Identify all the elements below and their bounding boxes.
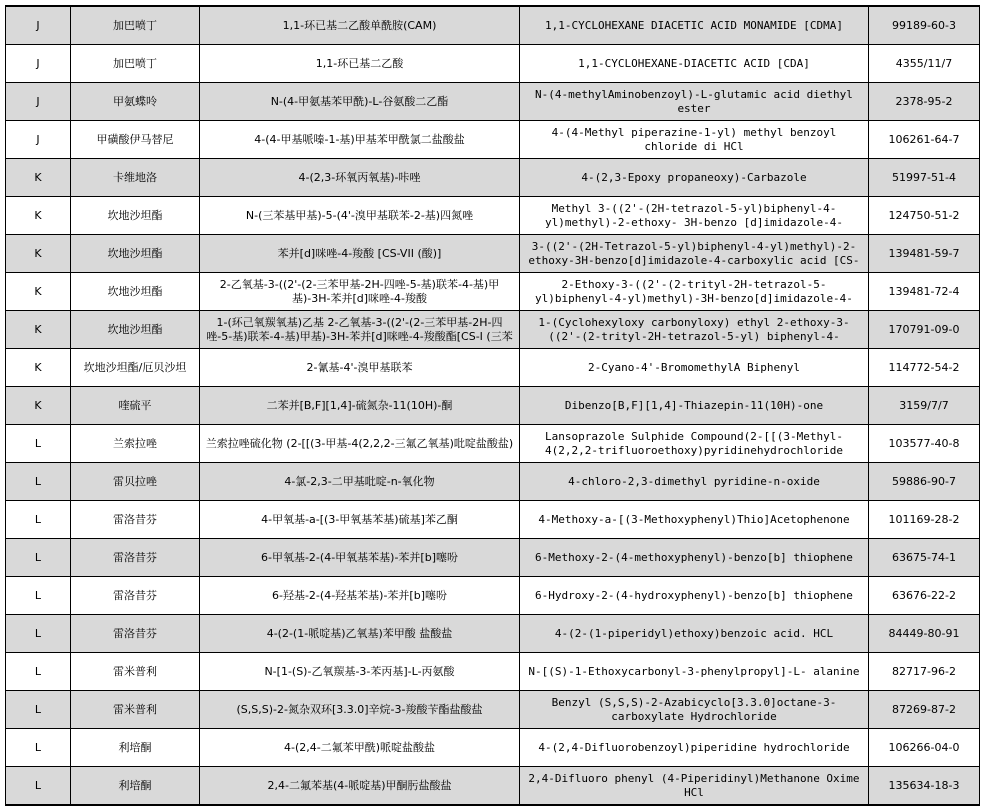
drug-name-cell xyxy=(71,615,200,653)
drug-name-text: 雷洛昔芬 xyxy=(113,512,157,526)
chinese-name-text: 6-羟基-2-(4-羟基苯基)-苯并[b]噻吩 xyxy=(272,588,447,602)
chinese-name-cell xyxy=(200,425,520,463)
chinese-name-text: 1,1-环已基二乙酸单酰胺(CAM) xyxy=(282,18,437,32)
drug-name-cell xyxy=(71,501,200,539)
index-letter-cell xyxy=(6,45,71,83)
drug-name-text: 坎地沙坦酯 xyxy=(107,246,163,260)
cas-number-cell xyxy=(869,691,980,729)
chinese-name-text: 1,1-环已基二乙酸 xyxy=(315,56,404,70)
table-row xyxy=(6,121,980,159)
index-letter-cell xyxy=(6,311,71,349)
index-letter-cell xyxy=(6,539,71,577)
cas-number-cell xyxy=(869,311,980,349)
drug-name-text: 雷洛昔芬 xyxy=(113,588,157,602)
english-name-cell xyxy=(520,387,869,425)
english-name-cell xyxy=(520,83,869,121)
chinese-name-text: 4-(4-甲基哌嗪-1-基)甲基苯甲酰氯二盐酸盐 xyxy=(254,132,465,146)
index-letter-cell xyxy=(6,463,71,501)
english-name-text: 1,1-CYCLOHEXANE-DIACETIC ACID [CDA] xyxy=(578,56,810,70)
chinese-name-cell xyxy=(200,539,520,577)
index-letter-text: L xyxy=(34,664,42,678)
drug-name-cell xyxy=(71,463,200,501)
cas-number-text: 84449-80-91 xyxy=(888,626,960,640)
index-letter-text: L xyxy=(34,740,42,754)
english-name-text: 4-(2,4-Difluorobenzoyl)piperidine hydrochloride xyxy=(538,740,850,754)
cas-number-cell xyxy=(869,729,980,767)
english-name-cell xyxy=(520,45,869,83)
chinese-name-cell xyxy=(200,349,520,387)
table-row xyxy=(6,273,980,311)
english-name-cell xyxy=(520,425,869,463)
cas-number-text: 4355/11/7 xyxy=(895,56,953,70)
chinese-name-text: 2,4-二氟苯基(4-哌啶基)甲酮肟盐酸盐 xyxy=(267,778,452,792)
table-row xyxy=(6,577,980,615)
drug-name-cell xyxy=(71,159,200,197)
chinese-name-text: 6-甲氧基-2-(4-甲氧基苯基)-苯并[b]噻吩 xyxy=(261,550,458,564)
table-row xyxy=(6,6,980,45)
cas-number-cell xyxy=(869,387,980,425)
table-row xyxy=(6,83,980,121)
drug-name-text: 雷贝拉唑 xyxy=(113,474,157,488)
index-letter-text: K xyxy=(34,322,42,336)
english-name-text: 4-(2,3-Epoxy propaneoxy)-Carbazole xyxy=(581,170,807,184)
table-row xyxy=(6,349,980,387)
drug-name-text: 甲磺酸伊马替尼 xyxy=(96,132,174,146)
drug-name-cell xyxy=(71,6,200,45)
cas-number-cell xyxy=(869,501,980,539)
chinese-name-text: 兰索拉唑硫化物 (2-[[(3-甲基-4(2,2,2-三氟乙氧基)吡啶盐酸盐) xyxy=(205,436,514,450)
drug-name-cell xyxy=(71,83,200,121)
chinese-name-cell xyxy=(200,463,520,501)
drug-name-text: 利培酮 xyxy=(118,778,152,792)
cas-number-cell xyxy=(869,577,980,615)
chinese-name-cell xyxy=(200,767,520,806)
index-letter-cell xyxy=(6,349,71,387)
drug-name-cell xyxy=(71,653,200,691)
drug-name-text: 坎地沙坦酯 xyxy=(107,284,163,298)
table-row xyxy=(6,197,980,235)
chinese-name-text: 2-乙氧基-3-((2'-(2-三苯甲基-2H-四唑-5-基)联苯-4-基)甲基)-3H-苯并[d]咪唑-4-羧酸 xyxy=(219,277,500,305)
drug-name-cell xyxy=(71,121,200,159)
english-name-cell xyxy=(520,501,869,539)
cas-number-text: 124750-51-2 xyxy=(888,208,960,222)
chinese-name-text: 4-氯-2,3-二甲基吡啶-n-氧化物 xyxy=(284,474,435,488)
chinese-name-cell xyxy=(200,729,520,767)
english-name-text: N-(4-methylAminobenzoyl)-L-glutamic acid diethyl ester xyxy=(535,87,853,115)
english-name-text: Dibenzo[B,F][1,4]-Thiazepin-11(10H)-one xyxy=(564,398,824,412)
index-letter-cell xyxy=(6,653,71,691)
drug-name-cell xyxy=(71,45,200,83)
index-letter-cell xyxy=(6,83,71,121)
index-letter-cell xyxy=(6,121,71,159)
drug-name-cell xyxy=(71,387,200,425)
english-name-text: 4-(4-Methyl piperazine-1-yl) methyl benzoyl chloride di HCl xyxy=(551,125,837,153)
table-row xyxy=(6,501,980,539)
cas-number-cell xyxy=(869,463,980,501)
cas-number-text: 170791-09-0 xyxy=(888,322,960,336)
cas-number-text: 139481-59-7 xyxy=(888,246,960,260)
english-name-text: Lansoprazole Sulphide Compound(2-[[(3-Methyl-4(2,2,2-trifluoroethoxy)pyridinehydrochloride xyxy=(544,429,843,457)
cas-number-text: 135634-18-3 xyxy=(888,778,960,792)
drug-name-text: 加巴喷丁 xyxy=(113,18,157,32)
english-name-text: 3-((2'-(2H-Tetrazol-5-yl)biphenyl-4-yl)methyl)-2-ethoxy-3H-benzo[d]imidazole-4-carboxylic acid [CS- xyxy=(528,239,860,267)
chinese-name-cell xyxy=(200,501,520,539)
chinese-name-text: 二苯并[B,F][1,4]-硫氮杂-11(10H)-酮 xyxy=(266,398,453,412)
drug-name-cell xyxy=(71,691,200,729)
cas-number-cell xyxy=(869,767,980,806)
drug-name-cell xyxy=(71,235,200,273)
english-name-text: 1,1-CYCLOHEXANE DIACETIC ACID MONAMIDE [CDMA] xyxy=(544,18,843,32)
table-row xyxy=(6,45,980,83)
drug-name-text: 兰索拉唑 xyxy=(113,436,157,450)
english-name-cell xyxy=(520,121,869,159)
english-name-text: 4-Methoxy-a-[(3-Methoxyphenyl)Thio]Acetophenone xyxy=(538,512,850,526)
english-name-text: Methyl 3-((2'-(2H-tetrazol-5-yl)biphenyl-4-yl)methyl)-2-ethoxy- 3H-benzo [d]imidazole-4- xyxy=(544,201,843,229)
english-name-cell xyxy=(520,235,869,273)
index-letter-text: K xyxy=(34,398,42,412)
index-letter-cell xyxy=(6,159,71,197)
cas-number-cell xyxy=(869,539,980,577)
english-name-cell xyxy=(520,691,869,729)
table-row xyxy=(6,311,980,349)
drug-name-text: 甲氨蝶呤 xyxy=(113,94,157,108)
index-letter-text: J xyxy=(36,18,40,32)
drug-name-cell xyxy=(71,349,200,387)
cas-number-text: 139481-72-4 xyxy=(888,284,960,298)
english-name-cell xyxy=(520,729,869,767)
drug-name-cell xyxy=(71,425,200,463)
chemical-table xyxy=(5,5,980,806)
cas-number-text: 101169-28-2 xyxy=(888,512,960,526)
chinese-name-cell xyxy=(200,615,520,653)
index-letter-text: K xyxy=(34,246,42,260)
english-name-cell xyxy=(520,615,869,653)
chinese-name-cell xyxy=(200,577,520,615)
cas-number-cell xyxy=(869,273,980,311)
chinese-name-cell xyxy=(200,121,520,159)
table-row xyxy=(6,387,980,425)
english-name-text: 6-Hydroxy-2-(4-hydroxyphenyl)-benzo[b] thiophene xyxy=(535,588,853,602)
table-row xyxy=(6,615,980,653)
english-name-cell xyxy=(520,463,869,501)
table-row xyxy=(6,767,980,806)
drug-name-cell xyxy=(71,197,200,235)
english-name-text: 6-Methoxy-2-(4-methoxyphenyl)-benzo[b] thiophene xyxy=(535,550,853,564)
index-letter-text: L xyxy=(34,512,42,526)
cas-number-text: 59886-90-7 xyxy=(892,474,956,488)
drug-name-cell xyxy=(71,311,200,349)
index-letter-text: K xyxy=(34,208,42,222)
chinese-name-cell xyxy=(200,83,520,121)
chinese-name-cell xyxy=(200,273,520,311)
cas-number-cell xyxy=(869,45,980,83)
cas-number-text: 2378-95-2 xyxy=(895,94,953,108)
cas-number-cell xyxy=(869,615,980,653)
chinese-name-cell xyxy=(200,159,520,197)
english-name-cell xyxy=(520,6,869,45)
index-letter-text: L xyxy=(34,778,42,792)
english-name-text: 1-(Cyclohexyloxy carbonyloxy) ethyl 2-ethoxy-3-((2'-(2-trityl-2H-tetrazol-5-yl) biphenyl-4- xyxy=(538,315,850,343)
english-name-cell xyxy=(520,159,869,197)
english-name-text: 4-(2-(1-piperidyl)ethoxy)benzoic acid. HCL xyxy=(554,626,834,640)
chinese-name-text: 2-氰基-4'-溴甲基联苯 xyxy=(306,360,413,374)
drug-name-cell xyxy=(71,767,200,806)
english-name-cell xyxy=(520,197,869,235)
drug-name-text: 雷米普利 xyxy=(113,702,157,716)
english-name-cell xyxy=(520,273,869,311)
cas-number-cell xyxy=(869,197,980,235)
table-row xyxy=(6,653,980,691)
index-letter-cell xyxy=(6,615,71,653)
index-letter-text: K xyxy=(34,284,42,298)
cas-number-text: 114772-54-2 xyxy=(888,360,960,374)
chinese-name-cell xyxy=(200,235,520,273)
english-name-cell xyxy=(520,767,869,806)
chinese-name-text: N-(4-甲氨基苯甲酰)-L-谷氨酸二乙酯 xyxy=(270,94,449,108)
drug-name-text: 雷米普利 xyxy=(113,664,157,678)
chinese-name-text: 4-甲氧基-a-[(3-甲氧基苯基)硫基]苯乙酮 xyxy=(261,512,458,526)
drug-name-text: 加巴喷丁 xyxy=(113,56,157,70)
index-letter-cell xyxy=(6,387,71,425)
chinese-name-cell xyxy=(200,691,520,729)
cas-number-cell xyxy=(869,235,980,273)
drug-name-text: 坎地沙坦酯/厄贝沙坦 xyxy=(83,360,187,374)
drug-name-cell xyxy=(71,273,200,311)
index-letter-cell xyxy=(6,425,71,463)
index-letter-text: J xyxy=(36,94,40,108)
english-name-text: 2-Ethoxy-3-((2'-(2-trityl-2H-tetrazol-5-yl)biphenyl-4-yl)methyl)-3H-benzo[d]imidazole-4- xyxy=(535,277,853,305)
index-letter-text: L xyxy=(34,436,42,450)
table-row xyxy=(6,463,980,501)
chinese-name-cell xyxy=(200,387,520,425)
cas-number-text: 99189-60-3 xyxy=(892,18,956,32)
chinese-name-text: N-(三苯基甲基)-5-(4'-溴甲基联苯-2-基)四氮唑 xyxy=(245,208,474,222)
index-letter-text: K xyxy=(34,360,42,374)
english-name-text: Benzyl (S,S,S)-2-Azabicyclo[3.3.0]octane-3-carboxylate Hydrochloride xyxy=(551,695,837,723)
english-name-cell xyxy=(520,577,869,615)
chinese-name-cell xyxy=(200,6,520,45)
drug-name-text: 坎地沙坦酯 xyxy=(107,322,163,336)
index-letter-cell xyxy=(6,235,71,273)
cas-number-text: 103577-40-8 xyxy=(888,436,960,450)
drug-name-text: 雷洛昔芬 xyxy=(113,550,157,564)
table-row xyxy=(6,729,980,767)
cas-number-text: 63675-74-1 xyxy=(892,550,956,564)
cas-number-cell xyxy=(869,6,980,45)
chinese-name-cell xyxy=(200,197,520,235)
english-name-cell xyxy=(520,653,869,691)
index-letter-cell xyxy=(6,273,71,311)
cas-number-cell xyxy=(869,349,980,387)
drug-name-text: 利培酮 xyxy=(118,740,152,754)
cas-number-cell xyxy=(869,653,980,691)
index-letter-cell xyxy=(6,767,71,806)
drug-name-text: 卡维地洛 xyxy=(113,170,157,184)
cas-number-text: 106261-64-7 xyxy=(888,132,960,146)
index-letter-cell xyxy=(6,577,71,615)
index-letter-cell xyxy=(6,691,71,729)
table-row xyxy=(6,235,980,273)
cas-number-cell xyxy=(869,425,980,463)
cas-number-text: 63676-22-2 xyxy=(892,588,956,602)
chinese-name-text: (S,S,S)-2-氮杂双环[3.3.0]辛烷-3-羧酸苄酯盐酸盐 xyxy=(236,702,483,716)
index-letter-cell xyxy=(6,729,71,767)
cas-number-text: 3159/7/7 xyxy=(899,398,949,412)
chinese-name-text: N-[1-(S)-乙氧羰基-3-苯丙基]-L-丙氨酸 xyxy=(264,664,455,678)
index-letter-cell xyxy=(6,6,71,45)
cas-number-text: 82717-96-2 xyxy=(892,664,956,678)
drug-name-text: 喹硫平 xyxy=(118,398,152,412)
drug-name-cell xyxy=(71,729,200,767)
chinese-name-text: 1-(环己氧羰氧基)乙基 2-乙氧基-3-((2'-(2-三苯甲基-2H-四唑-5-基)联苯-4-基)甲基)-3H-苯并[d]咪唑-4-羧酸酯[CS-I (三苯 xyxy=(206,315,513,343)
english-name-cell xyxy=(520,539,869,577)
table-row xyxy=(6,159,980,197)
chinese-name-cell xyxy=(200,45,520,83)
index-letter-cell xyxy=(6,501,71,539)
index-letter-text: L xyxy=(34,588,42,602)
english-name-text: 2-Cyano-4'-BromomethylA Biphenyl xyxy=(588,360,800,374)
english-name-cell xyxy=(520,349,869,387)
index-letter-text: L xyxy=(34,474,42,488)
cas-number-text: 87269-87-2 xyxy=(892,702,956,716)
cas-number-text: 51997-51-4 xyxy=(892,170,956,184)
index-letter-text: J xyxy=(36,132,40,146)
index-letter-text: L xyxy=(34,702,42,716)
english-name-text: 2,4-Difluoro phenyl (4-Piperidinyl)Methanone Oxime HCl xyxy=(528,771,860,799)
table-row xyxy=(6,539,980,577)
english-name-cell xyxy=(520,311,869,349)
chinese-name-text: 4-(2,3-环氧丙氧基)-咔唑 xyxy=(298,170,421,184)
cas-number-text: 106266-04-0 xyxy=(888,740,960,754)
cas-number-cell xyxy=(869,83,980,121)
index-letter-text: L xyxy=(34,550,42,564)
table-row xyxy=(6,425,980,463)
table-body xyxy=(6,6,980,805)
index-letter-text: K xyxy=(34,170,42,184)
chinese-name-cell xyxy=(200,311,520,349)
cas-number-cell xyxy=(869,159,980,197)
chinese-name-text: 4-(2,4-二氟苯甲酰)哌啶盐酸盐 xyxy=(283,740,435,754)
drug-name-text: 坎地沙坦酯 xyxy=(107,208,163,222)
drug-name-cell xyxy=(71,577,200,615)
drug-name-cell xyxy=(71,539,200,577)
chinese-name-text: 苯并[d]咪唑-4-羧酸 [CS-VII (酸)] xyxy=(277,246,442,260)
index-letter-cell xyxy=(6,197,71,235)
chinese-name-text: 4-(2-(1-哌啶基)乙氧基)苯甲酸 盐酸盐 xyxy=(266,626,453,640)
chinese-name-cell xyxy=(200,653,520,691)
table-row xyxy=(6,691,980,729)
drug-name-text: 雷洛昔芬 xyxy=(113,626,157,640)
english-name-text: N-[(S)-1-Ethoxycarbonyl-3-phenylpropyl]-L- alanine xyxy=(528,664,860,678)
cas-number-cell xyxy=(869,121,980,159)
index-letter-text: L xyxy=(34,626,42,640)
index-letter-text: J xyxy=(36,56,40,70)
english-name-text: 4-chloro-2,3-dimethyl pyridine-n-oxide xyxy=(568,474,820,488)
